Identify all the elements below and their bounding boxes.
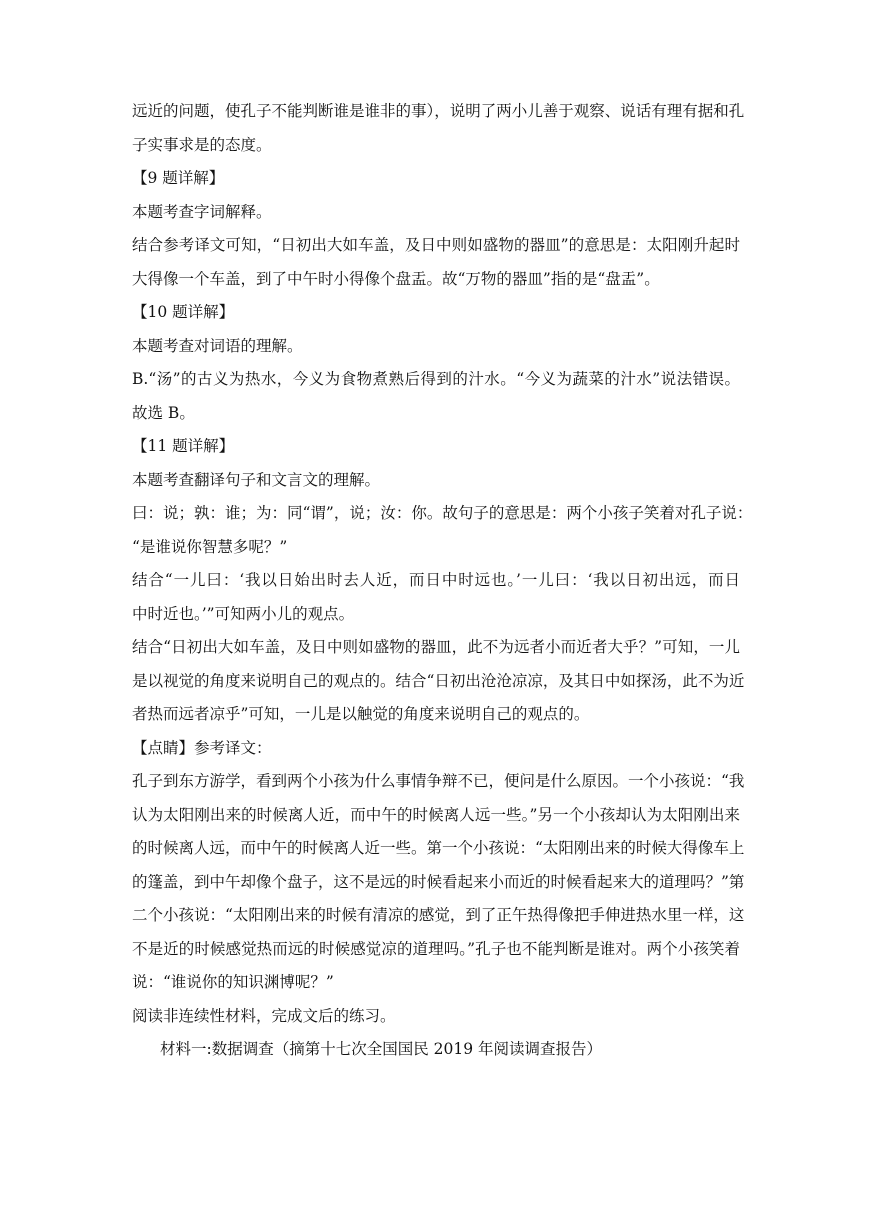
section-heading: 【点睛】参考译文： xyxy=(132,738,272,757)
paragraph-line: 的篷盖，到中午却像个盘子，这不是远的时候看起来小而近的时候看起来大的道理吗？”第 xyxy=(132,872,745,891)
paragraph-line: 本题考查翻译句子和文言文的理解。 xyxy=(132,470,381,489)
paragraph-line: 结合“一儿曰：‘我以日始出时去人近，而日中时远也。’一儿曰：‘我以日初出远，而日 xyxy=(132,571,740,589)
paragraph-line: 阅读非连续性材料，完成文后的练习。 xyxy=(132,1006,396,1025)
paragraph-line: 不是近的时候感觉热而远的时候感觉凉的道理吗。”孔子也不能判断是谁对。两个小孩笑着 xyxy=(132,939,740,958)
paragraph-line: 认为太阳刚出来的时候离人近，而中午的时候离人远一些。”另一个小孩却认为太阳刚出来 xyxy=(132,805,740,824)
paragraph-line: “是谁说你智慧多呢？” xyxy=(132,537,288,556)
paragraph-line: 孔子到东方游学，看到两个小孩为什么事情争辩不已，便问是什么原因。一个小孩说：“我 xyxy=(132,772,745,790)
paragraph-line: 说：“谁说你的知识渊博呢？” xyxy=(132,973,334,991)
paragraph-line: 本题考查字词解释。 xyxy=(132,202,272,221)
paragraph-line: 大得像一个车盖，到了中午时小得像个盘盂。故“万物的器皿”指的是“盘盂”。 xyxy=(132,269,660,288)
paragraph-line: 故选 B。 xyxy=(132,403,195,422)
paragraph-line: 结合参考译文可知，“日初出大如车盖，及日中则如盛物的器皿”的意思是：太阳刚升起时 xyxy=(132,236,740,254)
paragraph-line: 曰：说；孰：谁；为：同“谓”，说；汝：你。故句子的意思是：两个小孩子笑着对孔子说： xyxy=(132,504,753,522)
paragraph-line: 本题考查对词语的理解。 xyxy=(132,336,303,355)
material-caption: 材料一:数据调查（摘第十七次全国国民 2019 年阅读调查报告） xyxy=(160,1040,603,1058)
paragraph-line: 中时近也。’”可知两小儿的观点。 xyxy=(132,604,355,623)
paragraph-line: 者热而远者凉乎”可知，一儿是以触觉的角度来说明自己的观点的。 xyxy=(132,705,590,723)
section-heading: 【10 题详解】 xyxy=(132,303,235,321)
paragraph-line: B.“汤”的古义为热水，今义为食物煮熟后得到的汁水。“今义为蔬菜的汁水”说法错误。 xyxy=(132,370,740,388)
paragraph-line: 是以视觉的角度来说明自己的观点的。结合“日初出沧沧凉凉，及其日中如探汤，此不为近 xyxy=(132,671,745,690)
paragraph-line: 子实事求是的态度。 xyxy=(132,135,272,154)
paragraph-line: 的时候离人远，而中午的时候离人近一些。第一个小孩说：“太阳刚出来的时候大得像车上 xyxy=(132,839,745,857)
section-heading: 【11 题详解】 xyxy=(132,437,235,455)
document-body xyxy=(132,101,753,1073)
paragraph-line: 结合“日初出大如车盖，及日中则如盛物的器皿，此不为远者小而近者大乎？”可知，一儿 xyxy=(132,638,740,656)
section-heading: 【9 题详解】 xyxy=(132,169,225,187)
paragraph-line: 远近的问题，使孔子不能判断谁是谁非的事），说明了两小儿善于观察、说话有理有据和孔 xyxy=(132,102,745,120)
paragraph-line: 二个小孩说：“太阳刚出来的时候有清凉的感觉，到了正午热得像把手伸进热水里一样，这 xyxy=(132,906,745,924)
